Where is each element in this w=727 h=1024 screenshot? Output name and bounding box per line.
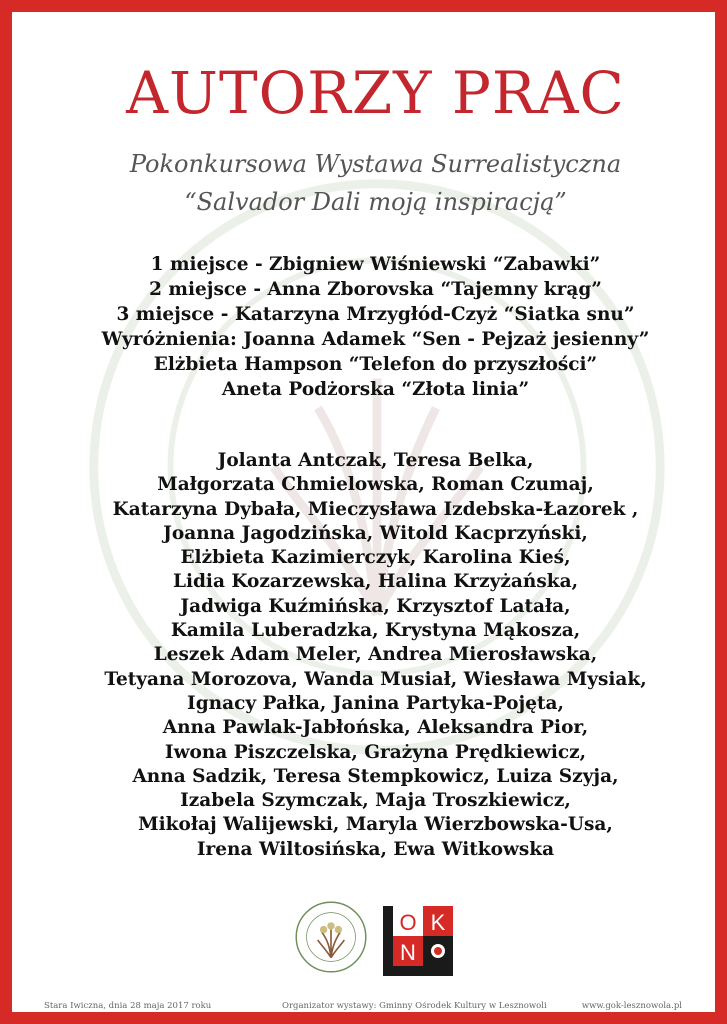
footer-date: Stara Iwiczna, dnia 28 maja 2017 roku [44, 1001, 212, 1011]
okno-letter-o: O [399, 910, 417, 935]
participant-line: Katarzyna Dybała, Mieczysława Izdebska-Łazorek , [112, 498, 639, 520]
participant-line: Kamila Luberadzka, Krystyna Mąkosza, [170, 620, 581, 642]
footer-organizer: Organizator wystawy: Gminny Ośrodek Kultury w Lesznowoli [282, 1001, 547, 1011]
prize-line: 1 miejsce - Zbigniew Wiśniewski “Zabawki” [150, 254, 601, 275]
participant-line: Irena Wiltosińska, Ewa Witkowska [196, 838, 555, 860]
participant-line: Iwona Piszczelska, Grażyna Prędkiewicz, [164, 741, 587, 763]
okno-logo-icon [383, 906, 453, 976]
participant-line: Lidia Kozarzewska, Halina Krzyżańska, [172, 571, 579, 593]
prize-list [12, 252, 727, 402]
prize-line: Aneta Podżorska “Złota linia” [221, 379, 530, 400]
participant-line: Joanna Jagodzińska, Witold Kacprzyński, [163, 522, 588, 544]
participant-line: Ignacy Pałka, Janina Partyka-Pojęta, [187, 692, 564, 714]
participant-list [12, 449, 727, 862]
exhibition-subtitle: Pokonkursowa Wystawa Surrealistyczna [129, 150, 622, 178]
exhibition-motto: “Salvador Dali moją inspiracją” [184, 188, 567, 216]
gok-logo-icon [294, 900, 368, 974]
participant-line: Jadwiga Kuźmińska, Krzysztof Latała, [180, 595, 571, 617]
participant-line: Anna Sadzik, Teresa Stempkowicz, Luiza Szyja, [132, 765, 619, 787]
participant-line: Leszek Adam Meler, Andrea Mierosławska, [153, 644, 598, 666]
okno-letter-k: K [430, 910, 446, 935]
prize-line: 3 miejsce - Katarzyna Mrzygłód-Czyż “Siatka snu” [116, 304, 635, 325]
prize-line: Elżbieta Hampson “Telefon do przyszłości” [153, 354, 598, 375]
footer-website-link[interactable]: www.gok-lesznowola.pl [581, 1001, 682, 1011]
participant-line: Anna Pawlak-Jabłońska, Aleksandra Pior, [162, 717, 589, 739]
page-title: AUTORZY PRAC [126, 59, 625, 127]
prize-line: Wyróżnienia: Joanna Adamek “Sen - Pejzaż jesienny” [101, 329, 650, 350]
participant-line: Małgorzata Chmielowska, Roman Czumaj, [157, 474, 594, 496]
participant-line: Tetyana Morozova, Wanda Musiał, Wiesława Mysiak, [104, 668, 647, 690]
participant-line: Elżbieta Kazimierczyk, Karolina Kieś, [180, 547, 571, 569]
okno-letter-n: N [400, 940, 416, 965]
prize-line: 2 miejsce - Anna Zborovska “Tajemny krąg” [149, 279, 602, 300]
participant-line: Izabela Szymczak, Maja Troszkiewicz, [180, 790, 571, 812]
participant-line: Mikołaj Walijewski, Maryla Wierzbowska-Usa, [138, 814, 613, 836]
logo-row [12, 900, 727, 1000]
participant-line: Jolanta Antczak, Teresa Belka, [217, 450, 534, 471]
